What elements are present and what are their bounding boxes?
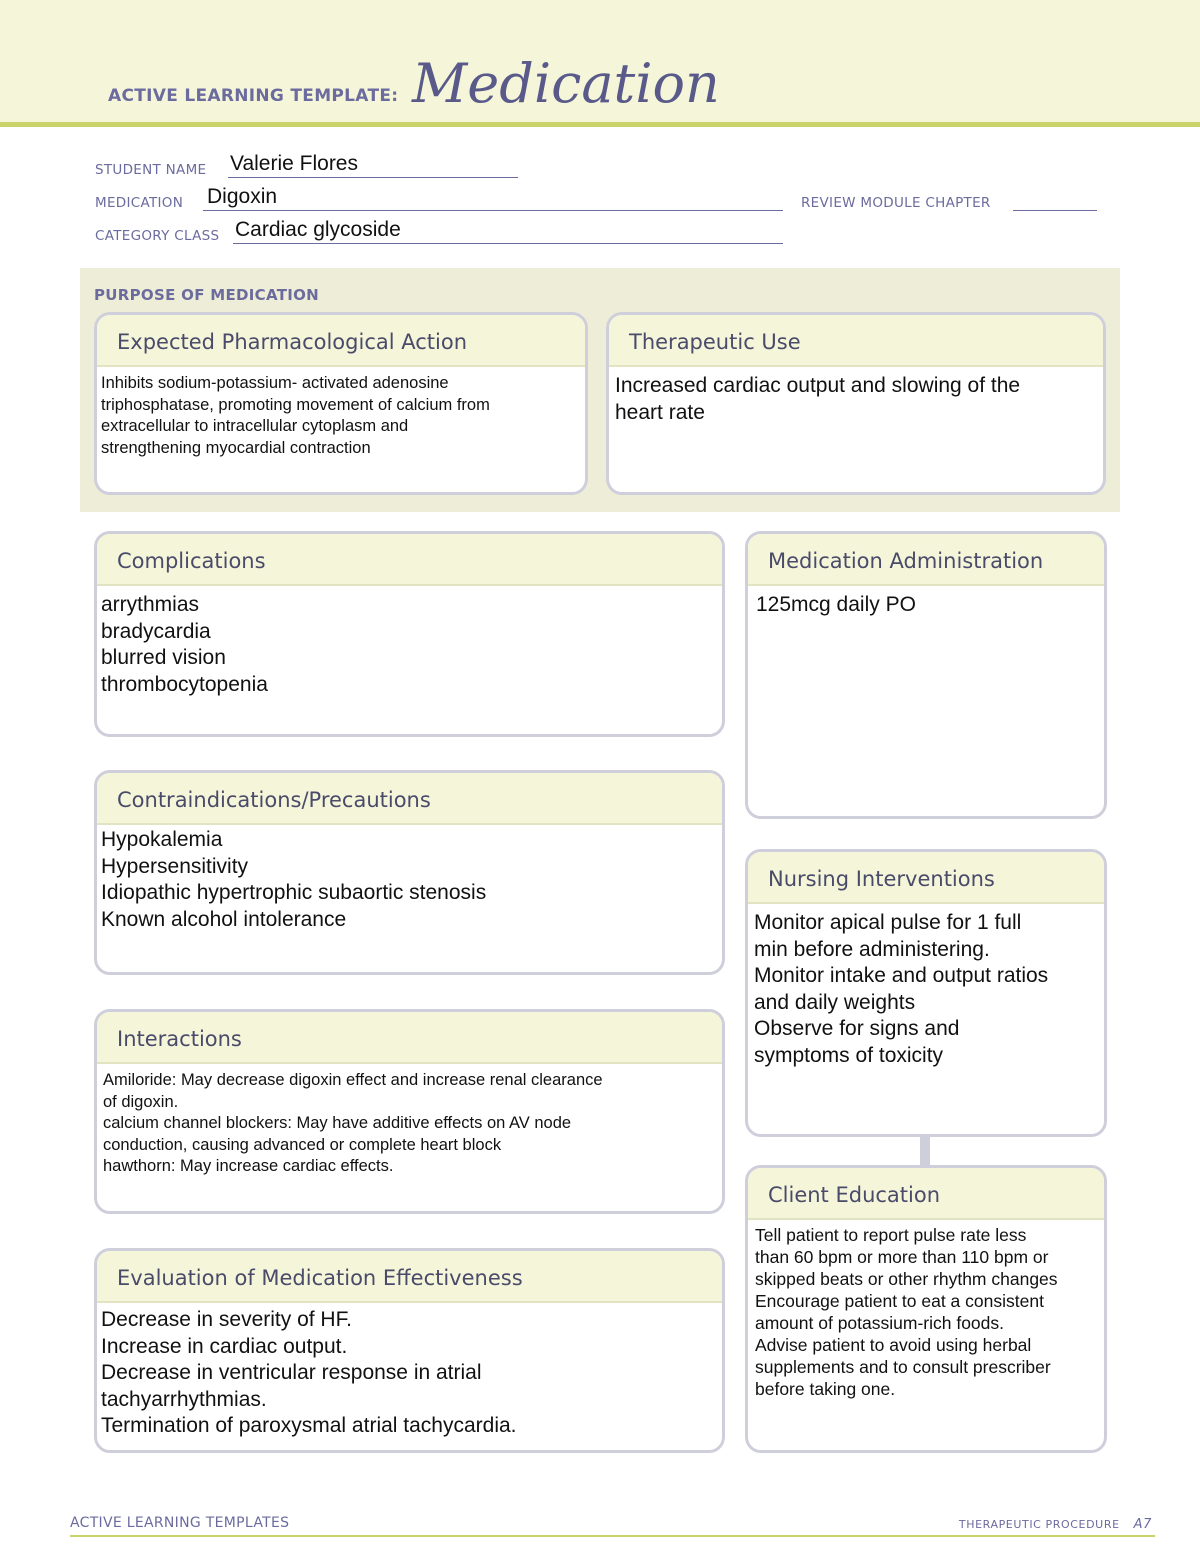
expected-action-title: Expected Pharmacological Action — [97, 315, 585, 367]
category-class-field[interactable] — [95, 218, 785, 248]
medication-administration-text: 125mcg daily PO — [756, 593, 916, 616]
medication-value: Digoxin — [207, 185, 278, 208]
review-module-field[interactable] — [801, 185, 1101, 215]
student-name-value: Valerie Flores — [230, 152, 358, 175]
medication-administration-title: Medication Administration — [748, 534, 1104, 586]
client-education-box[interactable] — [745, 1165, 1107, 1453]
category-class-value: Cardiac glycoside — [235, 218, 401, 241]
therapeutic-use-box[interactable] — [606, 312, 1106, 495]
template-title: Medication — [412, 52, 720, 115]
contraindications-box[interactable] — [94, 770, 725, 975]
evaluation-title: Evaluation of Medication Effectiveness — [97, 1251, 722, 1303]
purpose-label: PURPOSE OF MEDICATION — [94, 286, 320, 304]
nursing-interventions-title: Nursing Interventions — [748, 852, 1104, 904]
expected-action-box[interactable] — [94, 312, 588, 495]
medication-label: MEDICATION — [95, 195, 184, 211]
student-name-line — [228, 177, 518, 178]
footer-section: THERAPEUTIC PROCEDURE — [958, 1518, 1120, 1531]
category-class-label: CATEGORY CLASS — [95, 228, 220, 244]
student-name-label: STUDENT NAME — [95, 162, 207, 178]
expected-action-text: Inhibits sodium-potassium- activated adenosine triphosphatase, promoting movement of calcium from extracellular to intracellular cytoplasm and strengthening myocardial contraction — [101, 374, 490, 457]
therapeutic-use-text: Increased cardiac output and slowing of the heart rate — [615, 374, 1021, 424]
footer-right — [959, 1517, 1152, 1532]
complications-text: arrythmias bradycardia blurred vision thrombocytopenia — [101, 593, 268, 696]
interactions-text: Amiloride: May decrease digoxin effect and increase renal clearance of digoxin. calcium channel blockers: May have additive effects on AV node conduction, causing advanced or complete heart block hawthorn: May increase cardiac effects. — [103, 1071, 603, 1175]
page-number: A7 — [1133, 1517, 1152, 1532]
contraindications-title: Contraindications/Precautions — [97, 773, 722, 825]
footer-left: ACTIVE LEARNING TEMPLATES — [70, 1515, 290, 1531]
complications-title: Complications — [97, 534, 722, 586]
review-module-label: REVIEW MODULE CHAPTER — [801, 195, 991, 211]
template-label: ACTIVE LEARNING TEMPLATE: — [108, 86, 399, 106]
nursing-interventions-text: Monitor apical pulse for 1 full min before administering. Monitor intake and output ratios and daily weights Observe for signs and symptoms of toxicity — [754, 911, 1049, 1067]
box-connector — [920, 1135, 930, 1167]
evaluation-box[interactable] — [94, 1248, 725, 1453]
nursing-interventions-box[interactable] — [745, 849, 1107, 1137]
medication-administration-box[interactable] — [745, 531, 1107, 819]
client-education-title: Client Education — [748, 1168, 1104, 1220]
footer-divider — [70, 1535, 1155, 1537]
evaluation-text: Decrease in severity of HF. Increase in cardiac output. Decrease in ventricular response in atrial tachyarrhythmias. Termination of paroxysmal atrial tachycardia. — [101, 1308, 517, 1437]
medication-line — [203, 210, 783, 211]
therapeutic-use-title: Therapeutic Use — [609, 315, 1103, 367]
complications-box[interactable] — [94, 531, 725, 737]
medication-field[interactable] — [95, 185, 785, 215]
contraindications-text: Hypokalemia Hypersensitivity Idiopathic hypertrophic subaortic stenosis Known alcohol intolerance — [101, 828, 487, 931]
client-education-text: Tell patient to report pulse rate less than 60 bpm or more than 110 bpm or skipped beats or other rhythm changes Encourage patient to eat a consistent amount of potassium-rich foods. Advise patient to avoid using herbal supplements and to consult prescriber before taking one. — [755, 1225, 1058, 1399]
header-divider — [0, 122, 1200, 127]
student-name-field[interactable] — [95, 152, 520, 182]
category-class-line — [233, 243, 783, 244]
review-module-line — [1013, 210, 1097, 211]
interactions-box[interactable] — [94, 1009, 725, 1214]
interactions-title: Interactions — [97, 1012, 722, 1064]
